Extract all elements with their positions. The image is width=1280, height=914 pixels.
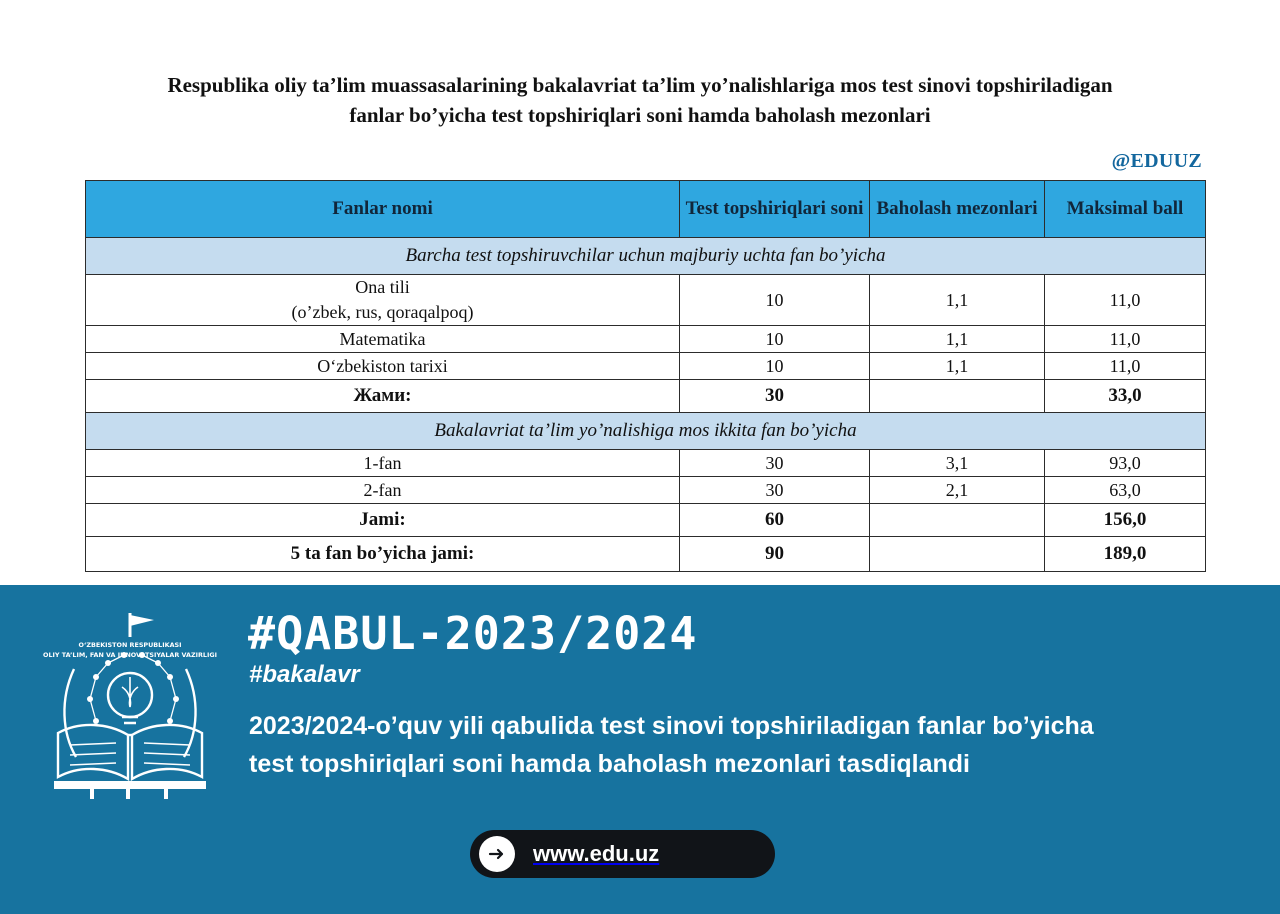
cell-max: 63,0	[1045, 477, 1206, 504]
header-count: Test topshiriqlari soni	[680, 181, 870, 238]
table-row	[86, 450, 1206, 477]
section-label: Barcha test topshiruvchilar uchun majburiy uchta fan bo’yicha	[86, 238, 1206, 275]
cell-subject: Jami:	[86, 504, 680, 537]
table-row	[86, 353, 1206, 380]
cell-max: 11,0	[1045, 275, 1206, 326]
table-row	[86, 275, 1206, 326]
cell-subject: 5 ta fan bo’yicha jami:	[86, 537, 680, 572]
header-criteria: Baholash mezonlari	[870, 181, 1045, 238]
table-header-row	[86, 181, 1206, 238]
header-subject: Fanlar nomi	[86, 181, 680, 238]
cell-max: 156,0	[1045, 504, 1206, 537]
cell-count: 60	[680, 504, 870, 537]
arrow-right-icon	[479, 836, 515, 872]
cell-criteria	[870, 504, 1045, 537]
cell-count: 30	[680, 477, 870, 504]
cell-criteria	[870, 380, 1045, 413]
table-row	[86, 326, 1206, 353]
cell-criteria: 1,1	[870, 275, 1045, 326]
cell-max: 189,0	[1045, 537, 1206, 572]
banner-hashtag: #QABUL-2023/2024	[248, 607, 698, 660]
cell-subject: O‘zbekiston tarixi	[86, 353, 680, 380]
cell-subject: Matematika	[86, 326, 680, 353]
table-row	[86, 477, 1206, 504]
cell-max: 11,0	[1045, 326, 1206, 353]
promo-banner	[0, 585, 1280, 914]
cell-count: 10	[680, 326, 870, 353]
cell-subject: 1-fan	[86, 450, 680, 477]
header-max: Maksimal ball	[1045, 181, 1206, 238]
table-row-total-elective	[86, 504, 1206, 537]
table-row-grand-total	[86, 537, 1206, 572]
ministry-emblem-icon	[30, 603, 230, 803]
section-label: Bakalavriat ta’lim yo’nalishiga mos ikkita fan bo’yicha	[86, 413, 1206, 450]
section-header-elective	[86, 413, 1206, 450]
cell-count: 90	[680, 537, 870, 572]
table-row-total-mandatory	[86, 380, 1206, 413]
cell-criteria: 3,1	[870, 450, 1045, 477]
cell-criteria: 2,1	[870, 477, 1045, 504]
cell-subject	[86, 275, 680, 326]
page-title: Respublika oliy ta’lim muassasalarining bakalavriat ta’lim yo’nalishlariga mos test sinovi topshiriladigan fanlar bo’yicha test topshiriqlari soni hamda baholash mezonlari	[167, 73, 1113, 127]
website-link-button[interactable]	[470, 830, 775, 878]
cell-max: 93,0	[1045, 450, 1206, 477]
emblem-caption-line2: OLIY TA’LIM, FAN VA INNOVATSIYALAR VAZIRLIGI	[43, 651, 217, 659]
exam-criteria-table	[85, 180, 1205, 572]
subject-line-2: (o’zbek, rus, qoraqalpoq)	[291, 302, 474, 322]
cell-subject: 2-fan	[86, 477, 680, 504]
banner-description: 2023/2024-o’quv yili qabulida test sinovi topshiriladigan fanlar bo’yicha test topshiriqlari soni hamda baholash mezonlari tasdiqlandi	[249, 712, 1094, 778]
cell-count: 10	[680, 275, 870, 326]
cell-subject: Жами:	[86, 380, 680, 413]
subject-line-1: Ona tili	[355, 277, 410, 297]
cell-criteria: 1,1	[870, 326, 1045, 353]
website-url-label: www.edu.uz	[533, 841, 660, 866]
cell-count: 30	[680, 450, 870, 477]
cell-max: 33,0	[1045, 380, 1206, 413]
watermark-eduuz: @EDUUZ	[1111, 150, 1202, 172]
cell-count: 30	[680, 380, 870, 413]
cell-max: 11,0	[1045, 353, 1206, 380]
emblem-caption-line1: O‘ZBEKISTON RESPUBLIKASI	[78, 641, 182, 649]
banner-subhashtag: #bakalavr	[249, 661, 360, 688]
cell-count: 10	[680, 353, 870, 380]
cell-criteria	[870, 537, 1045, 572]
cell-criteria: 1,1	[870, 353, 1045, 380]
section-header-mandatory	[86, 238, 1206, 275]
